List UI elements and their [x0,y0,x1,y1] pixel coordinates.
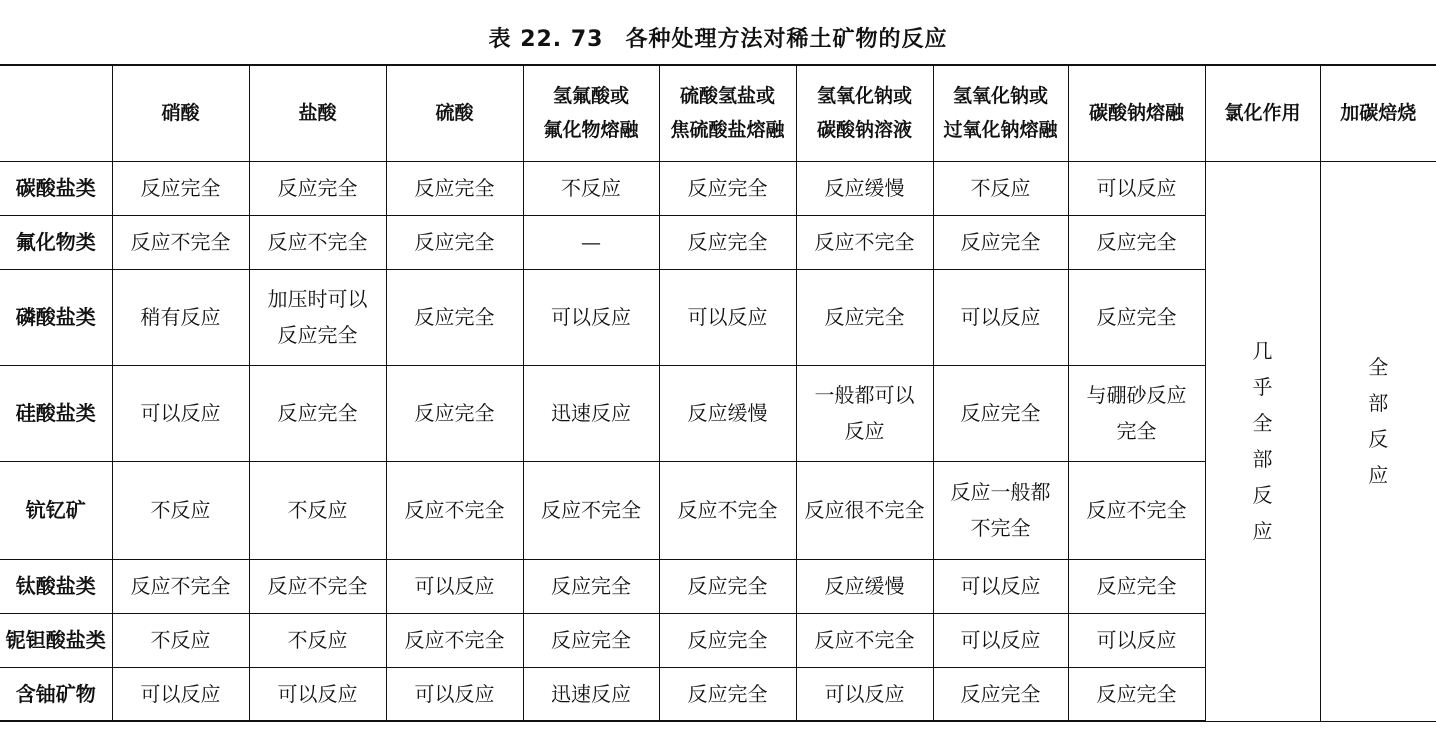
table-cell [249,215,386,269]
table-cell [796,161,933,215]
table-cell-line: 可以反应 [140,681,221,706]
column-header-line: 氯化作用 [1224,102,1301,125]
table-cell [933,269,1068,365]
table-cell [386,461,523,559]
table-cell-line: 不反应 [287,628,348,652]
table-cell-line: 迅速反应 [551,681,631,706]
table-cell-line: 反应完全 [277,176,358,200]
table-cell [933,161,1068,215]
table-cell [933,613,1068,667]
table-cell [249,613,386,667]
table-cell-line: 与硼砂反应 [1086,383,1187,407]
table-cell-line: 反应缓慢 [824,176,905,200]
table-cell-line: 反应完全 [1096,681,1177,706]
table-cell-line: 反应不完全 [677,498,778,522]
table-cell-line: 反应完全 [824,305,905,329]
row-header: 含铀矿物 [0,667,112,721]
table-caption [0,22,1436,53]
merged-cell-chlorination [1205,161,1320,721]
table-cell-line: 不完全 [970,516,1031,540]
column-header-line: 碳酸钠熔融 [1088,102,1184,125]
table-cell-line: 可以反应 [824,681,905,706]
table-cell [249,365,386,461]
table-cell-line: 反应完全 [1096,305,1177,329]
row-header: 氟化物类 [0,215,112,269]
row-header: 铌钽酸盐类 [0,613,112,667]
table-cell [1068,613,1205,667]
table-cell-line: 反应不完全 [814,230,915,254]
table-row [0,161,1436,215]
table-cell-line: 加压时可以 [267,287,368,311]
table-cell [796,613,933,667]
table-cell [249,461,386,559]
table-cell [659,365,796,461]
row-header: 硅酸盐类 [0,365,112,461]
table-cell-line: 可以反应 [551,305,631,329]
table-cell-line: 可以反应 [1096,176,1177,200]
table-cell [796,667,933,721]
table-cell-line: 不反应 [150,498,211,522]
column-header [386,65,523,161]
table-cell-line: 反应不完全 [267,230,368,254]
column-header-line: 焦硫酸盐熔融 [670,119,785,142]
header-row [0,65,1436,161]
vertical-char: 应 [1252,519,1273,543]
table-cell [1068,365,1205,461]
column-header [796,65,933,161]
table-cell [523,269,659,365]
table-cell [112,215,249,269]
table-cell-line: 反应完全 [277,401,358,425]
table-cell-line: 反应完全 [414,305,495,329]
table-cell-line: — [581,230,601,254]
column-header-line: 盐酸 [298,102,337,125]
table-cell [386,365,523,461]
table-cell [112,613,249,667]
table-cell-line: 反应不完全 [404,628,505,652]
table-cell [386,667,523,721]
table-cell-line: 反应完全 [551,574,631,598]
table-cell [796,461,933,559]
table-cell [386,559,523,613]
column-header [523,65,659,161]
column-header-line: 氢氧化钠或 [816,85,912,108]
table-cell [1068,559,1205,613]
column-header [1320,65,1436,161]
table-cell-line: 完全 [1116,419,1157,443]
table-cell [659,461,796,559]
table-cell [933,559,1068,613]
table-cell-line: 不反应 [150,628,211,652]
column-header [249,65,386,161]
table-cell-line: 反应完全 [687,681,768,706]
table-cell [523,613,659,667]
table-cell-line: 反应完全 [414,401,495,425]
table-cell [1068,461,1205,559]
table-cell [659,559,796,613]
table-cell-line: 迅速反应 [551,401,631,425]
table-cell-line: 稍有反应 [140,305,221,329]
table-cell-line: 可以反应 [414,574,495,598]
table-cell-line: 反应不完全 [541,498,641,522]
vertical-char: 反 [1252,483,1273,507]
table-cell-line: 可以反应 [140,401,221,425]
table-cell [523,559,659,613]
column-header-line: 氟化物熔融 [543,119,639,142]
column-header [1068,65,1205,161]
table-cell-line: 反应一般都 [950,480,1051,504]
table-cell [933,667,1068,721]
table-cell-line: 反应完全 [140,176,221,200]
table-cell-line: 反应缓慢 [824,574,905,598]
table-cell [249,559,386,613]
table-cell [796,269,933,365]
table-cell-line: 反应完全 [1096,574,1177,598]
table-cell-line: 反应不完全 [1086,498,1187,522]
table-cell-line: 反应完全 [687,176,768,200]
column-header [933,65,1068,161]
table-cell-line: 不反应 [287,498,348,522]
table-cell [796,215,933,269]
table-cell-line: 反应 [844,419,885,443]
table-cell-line: 反应完全 [960,401,1041,425]
merged-cell-carbon-roasting [1320,161,1436,721]
table-cell [523,365,659,461]
table-cell-line: 反应完全 [687,628,768,652]
table-cell [1068,667,1205,721]
table-cell [659,269,796,365]
column-header [1205,65,1320,161]
table-cell [386,215,523,269]
table-cell [1068,269,1205,365]
reaction-table [0,64,1436,722]
column-header-line: 过氧化钠熔融 [943,119,1058,142]
column-header-line: 氢氧化钠或 [952,85,1048,108]
table-cell [796,559,933,613]
table-cell-line: 可以反应 [277,681,358,706]
table-cell [659,667,796,721]
table-cell [523,461,659,559]
table-cell [112,161,249,215]
table-cell [112,461,249,559]
table-cell-line: 反应完全 [687,574,768,598]
table-cell-line: 不反应 [970,176,1031,200]
table-cell [112,269,249,365]
table-cell [659,215,796,269]
table-cell-line: 反应不完全 [404,498,505,522]
table-cell-line: 反应完全 [1096,230,1177,254]
table-cell-line: 反应很不完全 [804,498,925,522]
table-cell [249,269,386,365]
table-number: 表 22. 73 [488,27,604,52]
vertical-char: 部 [1368,391,1389,415]
table-cell [112,365,249,461]
table-cell [933,461,1068,559]
column-header [0,65,112,161]
vertical-char: 全 [1252,411,1273,435]
table-cell [796,365,933,461]
row-header: 钛酸盐类 [0,559,112,613]
table-cell [933,365,1068,461]
column-header [659,65,796,161]
column-header-line: 氢氟酸或 [552,85,629,108]
table-cell [659,613,796,667]
row-header: 磷酸盐类 [0,269,112,365]
vertical-char: 反 [1368,427,1389,451]
table-cell-line: 反应不完全 [130,230,231,254]
table-cell [1068,161,1205,215]
table-cell-line: 反应不完全 [814,628,915,652]
table-cell-line: 可以反应 [960,628,1041,652]
table-cell [249,667,386,721]
table-cell-line: 反应缓慢 [687,401,768,425]
table-cell [386,613,523,667]
table-cell [1068,215,1205,269]
table-cell-line: 可以反应 [960,574,1041,598]
table-cell-line: 反应完全 [414,230,495,254]
table-cell-line: 可以反应 [414,681,495,706]
row-header: 碳酸盐类 [0,161,112,215]
table-cell-line: 反应不完全 [130,574,231,598]
table-title: 各种处理方法对稀土矿物的反应 [625,27,948,52]
table-cell-line: 不反应 [561,176,621,200]
column-header [112,65,249,161]
table-cell [112,559,249,613]
vertical-char: 部 [1252,447,1273,471]
table-cell [523,215,659,269]
column-header-line: 硫酸氢盐或 [679,85,775,108]
column-header-line: 硝酸 [161,102,200,125]
table-cell-line: 反应完全 [960,681,1041,706]
vertical-char: 几 [1252,339,1273,363]
table-cell-line: 可以反应 [687,305,768,329]
vertical-char: 全 [1368,355,1389,379]
table-cell-line: 反应完全 [414,176,495,200]
column-header-line: 加碳焙烧 [1340,102,1417,125]
table-cell-line: 可以反应 [1096,628,1177,652]
table-cell-line: 一般都可以 [814,383,915,407]
table-cell [112,667,249,721]
table-cell-line: 反应完全 [551,628,631,652]
table-cell [523,161,659,215]
table-cell-line: 可以反应 [960,305,1041,329]
column-header-line: 碳酸钠溶液 [816,119,912,142]
table-cell [523,667,659,721]
row-header: 钪钇矿 [0,461,112,559]
table-cell [933,215,1068,269]
table-cell [386,269,523,365]
column-header-line: 硫酸 [435,102,474,125]
vertical-char: 乎 [1252,375,1273,399]
table-cell-line: 反应完全 [960,230,1041,254]
table-cell [386,161,523,215]
table-cell-line: 反应完全 [687,230,768,254]
table-cell [659,161,796,215]
table-cell [249,161,386,215]
vertical-char: 应 [1368,463,1389,487]
table-cell-line: 反应不完全 [267,574,368,598]
table-cell-line: 反应完全 [277,323,358,347]
